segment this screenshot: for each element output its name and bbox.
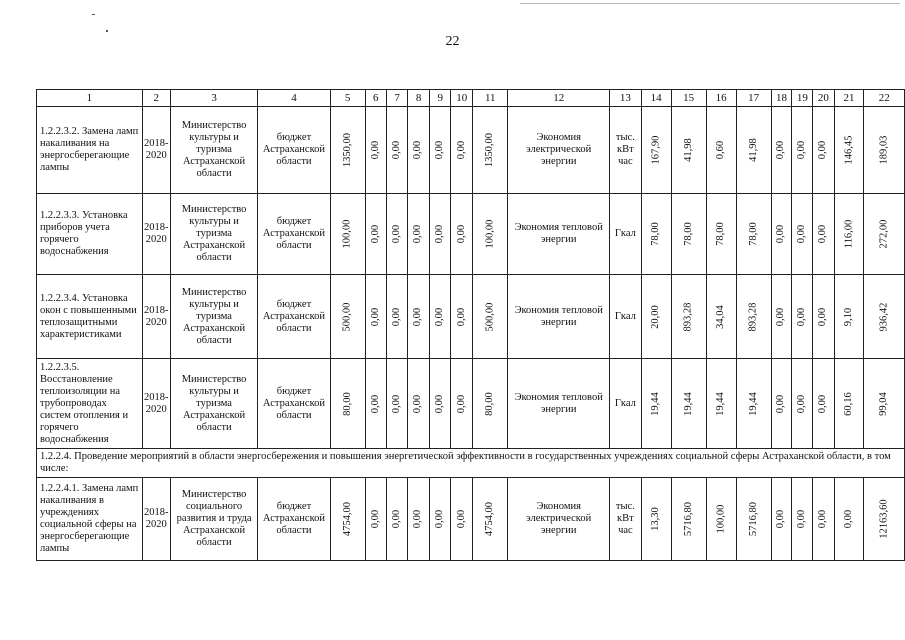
column-number: 17 xyxy=(736,90,771,107)
unit: Гкал xyxy=(610,275,642,359)
value-c17: 41,98 xyxy=(747,138,759,162)
value-c5: 100,00 xyxy=(341,219,353,249)
indicator-name: Экономия тепловой энергии xyxy=(508,275,610,359)
period: 2018- 2020 xyxy=(142,194,170,275)
value-c10: 0,00 xyxy=(455,140,467,160)
value-cell xyxy=(451,359,473,449)
value-cell xyxy=(736,478,771,561)
value-cell xyxy=(330,194,365,275)
value-c7: 0,00 xyxy=(391,224,403,244)
table-row xyxy=(37,194,905,275)
funding-source: бюджет Астраханской области xyxy=(258,478,330,561)
value-cell xyxy=(792,107,813,194)
period: 2018- 2020 xyxy=(142,107,170,194)
section-title: 1.2.2.4. Проведение мероприятий в области энергосбережения и повышения энергетической эффективности в государственных учреждениях социальной сферы Астраханской области, в том числе: xyxy=(37,449,905,478)
value-cell xyxy=(671,359,706,449)
unit: Гкал xyxy=(610,194,642,275)
value-cell xyxy=(736,194,771,275)
column-number: 12 xyxy=(508,90,610,107)
value-cell xyxy=(330,359,365,449)
value-c21: 0,00 xyxy=(842,509,854,529)
value-cell xyxy=(641,275,671,359)
value-c8: 0,00 xyxy=(412,509,424,529)
value-c9: 0,00 xyxy=(434,140,446,160)
value-c5: 1350,00 xyxy=(341,132,353,168)
value-cell xyxy=(408,478,430,561)
value-c16: 0,60 xyxy=(715,140,727,160)
column-number: 16 xyxy=(706,90,736,107)
value-c9: 0,00 xyxy=(434,509,446,529)
scan-edge-line xyxy=(520,3,900,4)
column-number: 7 xyxy=(386,90,407,107)
executor: Министерство культуры и туризма Астраханской области xyxy=(170,194,258,275)
value-c6: 0,00 xyxy=(369,307,381,326)
value-cell xyxy=(671,478,706,561)
measure-name: 1.2.2.3.5. Восстановление теплоизоляции на трубопроводах систем отопления и горячего водоснабжения xyxy=(37,359,143,449)
value-cell xyxy=(473,275,508,359)
value-cell xyxy=(864,107,905,194)
funding-source: бюджет Астраханской области xyxy=(258,275,330,359)
column-number: 15 xyxy=(671,90,706,107)
funding-source: бюджет Астраханской области xyxy=(258,107,330,194)
value-cell xyxy=(813,194,834,275)
value-c17: 893,28 xyxy=(747,302,759,331)
measure-name: 1.2.2.3.2. Замена ламп накаливания на энергосберегающие лампы xyxy=(37,107,143,194)
unit: Гкал xyxy=(610,359,642,449)
column-number: 10 xyxy=(451,90,473,107)
value-c9: 0,00 xyxy=(434,224,446,244)
value-c18: 0,00 xyxy=(775,307,787,326)
value-cell xyxy=(864,275,905,359)
value-c6: 0,00 xyxy=(369,394,381,413)
value-cell xyxy=(473,107,508,194)
value-c14: 19,44 xyxy=(650,391,662,416)
value-c11: 4754,00 xyxy=(484,501,496,537)
value-c8: 0,00 xyxy=(412,140,424,160)
value-cell xyxy=(706,359,736,449)
value-c15: 19,44 xyxy=(682,391,694,416)
value-cell xyxy=(834,275,864,359)
value-c16: 19,44 xyxy=(715,391,727,416)
value-cell xyxy=(792,275,813,359)
value-c7: 0,00 xyxy=(391,509,403,529)
column-number: 5 xyxy=(330,90,365,107)
value-c16: 100,00 xyxy=(715,504,727,534)
column-number: 18 xyxy=(771,90,792,107)
column-number: 3 xyxy=(170,90,258,107)
unit: тыс. кВт час xyxy=(610,478,642,561)
value-c21: 9,10 xyxy=(842,307,854,326)
value-cell xyxy=(792,194,813,275)
measure-name: 1.2.2.4.1. Замена ламп накаливания в учреждениях социальной сферы на энергосберегающие лампы xyxy=(37,478,143,561)
executor: Министерство культуры и туризма Астраханской области xyxy=(170,275,258,359)
value-cell xyxy=(451,194,473,275)
value-c7: 0,00 xyxy=(391,394,403,413)
value-cell xyxy=(834,478,864,561)
value-cell xyxy=(430,275,451,359)
value-cell xyxy=(473,359,508,449)
value-cell xyxy=(771,359,792,449)
column-number: 9 xyxy=(430,90,451,107)
value-c20: 0,00 xyxy=(817,224,829,244)
value-cell xyxy=(792,359,813,449)
value-cell xyxy=(451,107,473,194)
value-c15: 5716,80 xyxy=(682,501,694,537)
measures-table xyxy=(36,89,905,561)
value-c17: 19,44 xyxy=(747,391,759,416)
value-c18: 0,00 xyxy=(775,140,787,160)
value-cell xyxy=(834,194,864,275)
value-c11: 1350,00 xyxy=(484,132,496,168)
indicator-name: Экономия тепловой энергии xyxy=(508,359,610,449)
measure-name: 1.2.2.3.3. Установка приборов учета горячего водоснабжения xyxy=(37,194,143,275)
table-row xyxy=(37,359,905,449)
value-cell xyxy=(330,478,365,561)
value-cell xyxy=(430,107,451,194)
value-cell xyxy=(706,275,736,359)
value-cell xyxy=(771,275,792,359)
value-cell xyxy=(864,359,905,449)
value-cell xyxy=(386,107,407,194)
value-c16: 34,04 xyxy=(715,304,727,329)
value-c19: 0,00 xyxy=(796,140,808,160)
value-cell xyxy=(641,107,671,194)
value-c21: 146,45 xyxy=(842,135,854,165)
executor: Министерство культуры и туризма Астраханской области xyxy=(170,107,258,194)
executor: Министерство социального развития и труда Астраханской области xyxy=(170,478,258,561)
value-c10: 0,00 xyxy=(455,394,467,413)
value-c5: 500,00 xyxy=(341,302,353,331)
column-number: 4 xyxy=(258,90,330,107)
value-c22: 99,04 xyxy=(878,391,890,416)
value-cell xyxy=(473,194,508,275)
page-number: 22 xyxy=(445,34,460,49)
column-number: 14 xyxy=(641,90,671,107)
value-c15: 41,98 xyxy=(682,138,694,162)
column-number-row xyxy=(37,90,905,107)
value-cell xyxy=(834,107,864,194)
value-c22: 936,42 xyxy=(878,302,890,331)
value-cell xyxy=(365,478,386,561)
column-number: 19 xyxy=(792,90,813,107)
value-c7: 0,00 xyxy=(391,140,403,160)
value-cell xyxy=(451,275,473,359)
column-number: 8 xyxy=(408,90,430,107)
value-c10: 0,00 xyxy=(455,509,467,529)
value-cell xyxy=(473,478,508,561)
value-c5: 4754,00 xyxy=(341,501,353,537)
value-c19: 0,00 xyxy=(796,394,808,413)
value-c19: 0,00 xyxy=(796,307,808,326)
value-cell xyxy=(408,107,430,194)
indicator-name: Экономия тепловой энергии xyxy=(508,194,610,275)
value-cell xyxy=(430,478,451,561)
value-c7: 0,00 xyxy=(391,307,403,326)
value-cell xyxy=(792,478,813,561)
value-cell xyxy=(864,194,905,275)
value-cell xyxy=(671,107,706,194)
value-c8: 0,00 xyxy=(412,394,424,413)
column-number: 11 xyxy=(473,90,508,107)
value-c11: 500,00 xyxy=(484,302,496,331)
value-c10: 0,00 xyxy=(455,307,467,326)
value-c14: 167,90 xyxy=(650,135,662,165)
value-cell xyxy=(834,359,864,449)
value-cell xyxy=(408,359,430,449)
value-cell xyxy=(813,359,834,449)
value-cell xyxy=(430,359,451,449)
period: 2018- 2020 xyxy=(142,275,170,359)
funding-source: бюджет Астраханской области xyxy=(258,194,330,275)
column-number: 1 xyxy=(37,90,143,107)
table-row xyxy=(37,275,905,359)
indicator-name: Экономия электрической энергии xyxy=(508,478,610,561)
value-cell xyxy=(813,478,834,561)
value-c9: 0,00 xyxy=(434,394,446,413)
value-c18: 0,00 xyxy=(775,224,787,244)
value-cell xyxy=(408,194,430,275)
value-cell xyxy=(706,478,736,561)
value-c17: 5716,80 xyxy=(747,501,759,537)
value-cell xyxy=(706,194,736,275)
measure-name: 1.2.2.3.4. Установка окон с повышенными теплозащитными характеристиками xyxy=(37,275,143,359)
value-cell xyxy=(671,194,706,275)
value-c18: 0,00 xyxy=(775,509,787,529)
value-cell xyxy=(365,194,386,275)
value-c18: 0,00 xyxy=(775,394,787,413)
value-c15: 78,00 xyxy=(682,222,694,246)
value-cell xyxy=(771,478,792,561)
funding-source: бюджет Астраханской области xyxy=(258,359,330,449)
period: 2018- 2020 xyxy=(142,359,170,449)
value-cell xyxy=(365,275,386,359)
value-c22: 12163,60 xyxy=(878,499,890,539)
value-c8: 0,00 xyxy=(412,307,424,326)
value-c6: 0,00 xyxy=(369,224,381,244)
value-c20: 0,00 xyxy=(817,394,829,413)
value-c20: 0,00 xyxy=(817,307,829,326)
column-number: 20 xyxy=(813,90,834,107)
value-cell xyxy=(771,107,792,194)
value-c22: 189,03 xyxy=(878,135,890,165)
value-c14: 78,00 xyxy=(650,222,662,246)
value-c20: 0,00 xyxy=(817,140,829,160)
value-cell xyxy=(706,107,736,194)
value-c5: 80,00 xyxy=(341,391,353,416)
column-number: 21 xyxy=(834,90,864,107)
value-c14: 20,00 xyxy=(650,304,662,329)
scan-speck xyxy=(92,14,95,15)
value-cell xyxy=(671,275,706,359)
value-cell xyxy=(771,194,792,275)
value-cell xyxy=(408,275,430,359)
value-c6: 0,00 xyxy=(369,509,381,529)
value-cell xyxy=(736,359,771,449)
value-c22: 272,00 xyxy=(878,219,890,249)
value-c21: 60,16 xyxy=(842,391,854,416)
value-cell xyxy=(641,359,671,449)
value-cell xyxy=(736,107,771,194)
value-cell xyxy=(641,194,671,275)
value-c10: 0,00 xyxy=(455,224,467,244)
value-cell xyxy=(386,478,407,561)
value-cell xyxy=(330,275,365,359)
value-cell xyxy=(386,359,407,449)
value-cell xyxy=(736,275,771,359)
value-cell xyxy=(386,275,407,359)
column-number: 22 xyxy=(864,90,905,107)
table-row xyxy=(37,107,905,194)
section-row xyxy=(37,449,905,478)
column-number: 2 xyxy=(142,90,170,107)
value-c17: 78,00 xyxy=(747,222,759,246)
value-c9: 0,00 xyxy=(434,307,446,326)
column-number: 6 xyxy=(365,90,386,107)
value-cell xyxy=(386,194,407,275)
value-c11: 80,00 xyxy=(484,391,496,416)
value-c8: 0,00 xyxy=(412,224,424,244)
value-c15: 893,28 xyxy=(682,302,694,331)
table-row xyxy=(37,478,905,561)
indicator-name: Экономия электрической энергии xyxy=(508,107,610,194)
value-cell xyxy=(365,359,386,449)
value-cell xyxy=(813,275,834,359)
value-cell xyxy=(451,478,473,561)
value-c16: 78,00 xyxy=(715,222,727,246)
column-number: 13 xyxy=(610,90,642,107)
unit: тыс. кВт час xyxy=(610,107,642,194)
value-cell xyxy=(330,107,365,194)
value-c20: 0,00 xyxy=(817,509,829,529)
period: 2018- 2020 xyxy=(142,478,170,561)
value-c11: 100,00 xyxy=(484,219,496,249)
value-cell xyxy=(430,194,451,275)
executor: Министерство культуры и туризма Астраханской области xyxy=(170,359,258,449)
value-c6: 0,00 xyxy=(369,140,381,160)
value-cell xyxy=(641,478,671,561)
value-cell xyxy=(864,478,905,561)
value-c21: 116,00 xyxy=(842,219,854,249)
value-cell xyxy=(365,107,386,194)
value-cell xyxy=(813,107,834,194)
value-c19: 0,00 xyxy=(796,224,808,244)
value-c19: 0,00 xyxy=(796,509,808,529)
scan-speck xyxy=(106,30,108,32)
value-c14: 13,30 xyxy=(650,507,662,531)
